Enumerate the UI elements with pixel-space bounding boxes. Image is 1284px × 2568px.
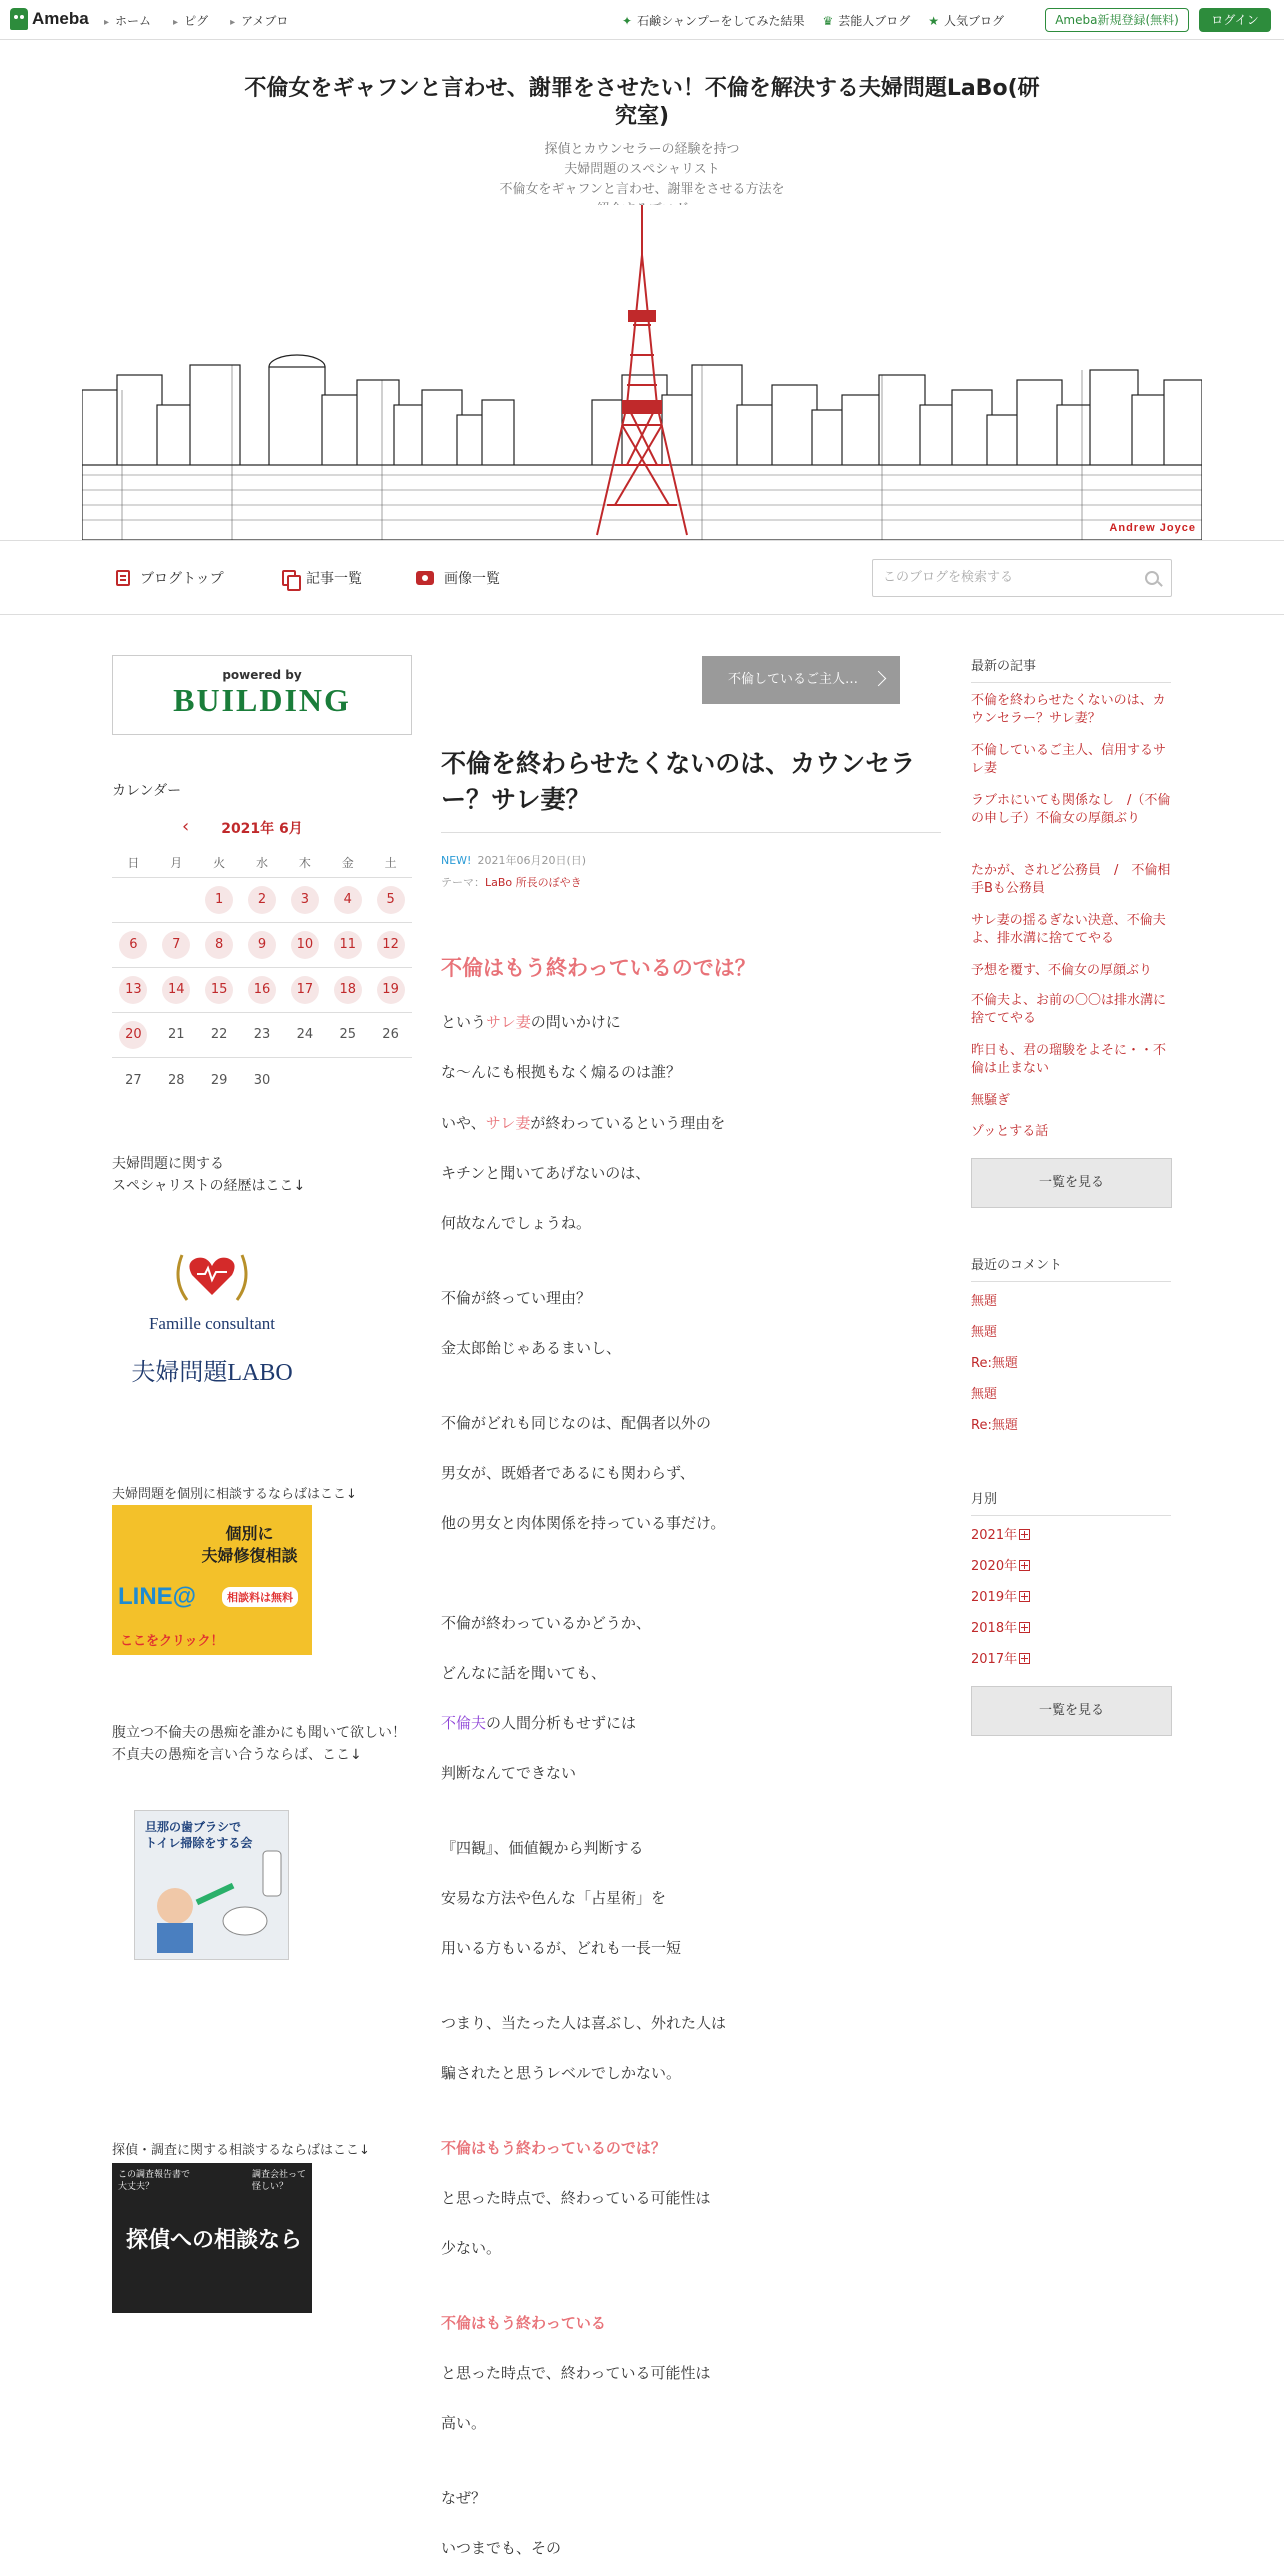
- entry-paragraph: 安易な方法や色んな「占星術」を: [441, 1889, 667, 1907]
- calendar-cell: [198, 976, 241, 1004]
- entry-paragraph: な〜んにも根拠もなく煽るのは誰？: [441, 1063, 682, 1081]
- calendar-week-row: [112, 968, 412, 1013]
- calendar-weekday: 火: [213, 856, 226, 870]
- calendar-day: 30: [253, 1072, 271, 1088]
- building-logo-text: BUILDING: [173, 682, 351, 718]
- famille-label: Famille consultant: [148, 1314, 276, 1333]
- calendar-grid: [112, 848, 412, 1103]
- calendar-day: 29: [210, 1072, 228, 1088]
- calendar-day-link[interactable]: 9: [248, 931, 276, 959]
- entry-paragraph: 不倫が終わっているかどうか、: [441, 1614, 651, 1632]
- expand-plus-icon[interactable]: [1019, 1529, 1030, 1540]
- blog-search-input[interactable]: [872, 559, 1172, 597]
- recent-articles-heading: 最新の記事: [971, 655, 1171, 683]
- labo-label: 夫婦問題LABO: [131, 1360, 293, 1386]
- city-tower-illustration: [82, 205, 1202, 540]
- navbar-blog-top[interactable]: [116, 568, 224, 588]
- calendar-week-row: [112, 1013, 412, 1058]
- line-banner-headline: [192, 1523, 307, 1567]
- promo-link-popular[interactable]: [928, 12, 1004, 29]
- calendar-cell: [241, 1021, 284, 1049]
- star-icon: ★: [928, 13, 940, 28]
- recent-article-link[interactable]: ゾッとする話: [971, 1124, 1049, 1139]
- calendar-day: 25: [339, 1027, 356, 1042]
- entry-title[interactable]: 不倫を終わらせたくないのは、カウンセラー？サレ妻？: [441, 749, 916, 814]
- nav-pigg-link[interactable]: ▸ ピグ: [173, 12, 208, 29]
- calendar-day-link[interactable]: 17: [291, 976, 319, 1004]
- entry-heading: 不倫はもう終わっているのでは？: [441, 956, 756, 980]
- line-label: LINE@: [118, 1583, 197, 1610]
- entry-paragraph: 不倫が終ってい理由？: [441, 1289, 592, 1307]
- comment-link[interactable]: Re:無題: [971, 1418, 1018, 1433]
- ameba-logo-icon: [10, 8, 28, 30]
- detective-consult-banner[interactable]: [112, 2163, 312, 2313]
- calendar-day-link[interactable]: 10: [291, 931, 319, 959]
- entry-paragraph: と思った時点で、終わっている可能性は: [441, 2189, 711, 2207]
- recent-article-link[interactable]: たかが、されど公務員 / 不倫相手Bも公務員: [971, 863, 1171, 896]
- calendar-day-link[interactable]: 4: [334, 886, 362, 914]
- calendar-cell: [155, 1021, 198, 1049]
- calendar-day: 24: [296, 1027, 314, 1042]
- profile-intro-text: [112, 1153, 305, 1197]
- theme-link[interactable]: LaBo 所長のぼやき: [485, 876, 582, 889]
- vent-text-line: 腹立つ不倫夫の愚痴を誰かにも聞いて欲しい！: [112, 1725, 406, 1741]
- calendar-cell: [326, 886, 369, 914]
- calendar-cell: [112, 1021, 155, 1049]
- text-run: の問いかけに: [530, 1013, 621, 1031]
- promo-link-label: 人気ブログ: [944, 14, 1005, 28]
- calendar-heading: カレンダー: [112, 783, 182, 799]
- calendar-day-link[interactable]: 1: [205, 886, 233, 914]
- detective-text: 探偵・調査に関する相談するならばはここ↓: [112, 2143, 370, 2158]
- archive-year-label: 2017年: [971, 1652, 1018, 1667]
- highlight-text: サレ妻: [486, 1013, 531, 1031]
- calendar-cell: [369, 1021, 412, 1049]
- promo-link-label: 芸能人ブログ: [838, 14, 911, 28]
- nav-ameblo-link[interactable]: ▸ アメブロ: [230, 12, 288, 29]
- calendar-cell: [241, 931, 284, 959]
- promo-link-shampoo[interactable]: [622, 12, 804, 29]
- line-consult-banner[interactable]: [112, 1505, 312, 1655]
- calendar-cell: [326, 1021, 369, 1049]
- recent-article-link[interactable]: 無騒ぎ: [971, 1093, 1011, 1108]
- click-label: ここをクリック！: [120, 1634, 224, 1649]
- calendar-weekday: 月: [170, 856, 183, 870]
- calendar-weekday: 土: [384, 856, 397, 870]
- entry-date: 2021年06月20日(日): [477, 854, 587, 867]
- calendar-day-link[interactable]: 14: [162, 976, 190, 1004]
- entry-paragraph: 高い。: [441, 2414, 487, 2432]
- blog-description-line: 夫婦問題のスペシャリスト: [564, 162, 720, 177]
- calendar-weekday: 金: [341, 856, 354, 870]
- expand-plus-icon[interactable]: [1019, 1622, 1030, 1633]
- calendar-day-link[interactable]: 13: [119, 976, 147, 1004]
- entry-paragraph: 何故なんでしょうね。: [441, 1214, 592, 1232]
- entry-subheading: 不倫はもう終わっている: [441, 2314, 606, 2332]
- recent-article-link[interactable]: 不倫夫よ、お前の〇〇は排水溝に捨ててやる: [971, 993, 1167, 1026]
- entry-paragraph: 男女が、既婚者であるにも関わらず、: [441, 1464, 695, 1482]
- recent-articles-list-button[interactable]: 一覧を見る: [971, 1158, 1172, 1208]
- calendar-month-label: 2021年 6月: [221, 821, 303, 837]
- crown-icon: ♛: [822, 13, 834, 28]
- text-run: いや、: [441, 1114, 486, 1132]
- calendar-day-link[interactable]: 12: [377, 931, 405, 959]
- top-promo-links: [622, 12, 1004, 29]
- calendar-cell: [326, 976, 369, 1004]
- calendar-cell: [198, 931, 241, 959]
- calendar-cell: [326, 931, 369, 959]
- line-banner-headline-line: 夫婦修復相談: [201, 1546, 298, 1565]
- free-badge: 相談料は無料: [222, 1587, 298, 1607]
- calendar-day: 23: [253, 1027, 271, 1042]
- calendar-week-row: [112, 923, 412, 968]
- powered-by-label: powered by: [222, 668, 302, 682]
- entry-paragraph: 不倫がどれも同じなのは、配偶者以外の: [441, 1414, 712, 1432]
- comment-link[interactable]: 無題: [971, 1325, 998, 1340]
- entry-paragraph: 他の男女と肉体関係を持っている事だけ。: [441, 1514, 726, 1532]
- archive-year-2017[interactable]: [971, 1651, 1176, 1669]
- comment-link[interactable]: 無題: [971, 1387, 998, 1402]
- navbar-label: 記事一覧: [306, 571, 362, 587]
- recent-article-link[interactable]: ラブホにいても関係なし /（不倫の申し子）不倫女の厚顔ぶり: [971, 793, 1171, 826]
- highlight-text: サレ妻: [485, 1114, 531, 1132]
- entry-paragraph: と思った時点で、終わっている可能性は: [441, 2364, 711, 2382]
- entry-paragraph: 少ない。: [441, 2239, 502, 2257]
- login-button[interactable]: ログイン: [1199, 8, 1271, 32]
- entry-paragraph: 金太郎飴じゃあるまいし、: [441, 1339, 622, 1357]
- expand-plus-icon[interactable]: [1019, 1653, 1030, 1664]
- calendar-cell: [198, 1067, 241, 1095]
- copy-icon: [282, 570, 296, 586]
- calendar-cell: [112, 1067, 155, 1095]
- detective-banner-top-right: [252, 2169, 306, 2193]
- calendar-cell: [283, 886, 326, 914]
- detective-banner-top-left: [118, 2169, 190, 2193]
- banner-credit: Andrew Joyce: [1109, 522, 1196, 534]
- detective-banner-line: 大丈夫？: [118, 2182, 155, 2192]
- calendar-cell: [241, 1067, 284, 1095]
- calendar-day-link[interactable]: 15: [205, 976, 233, 1004]
- calendar-day: 28: [168, 1072, 185, 1088]
- entry-paragraph: [441, 1011, 621, 1032]
- calendar-day-link[interactable]: 11: [334, 931, 362, 959]
- promo-link-celebrity[interactable]: [822, 12, 910, 29]
- powered-by-building-banner[interactable]: [112, 655, 412, 735]
- archive-year-label: 2018年: [971, 1621, 1018, 1636]
- calendar-weekday: 水: [256, 856, 269, 870]
- sparkle-icon: ✦: [622, 13, 633, 28]
- navbar-label: 画像一覧: [444, 571, 500, 587]
- chevron-left-icon[interactable]: ‹: [182, 816, 190, 837]
- comment-link[interactable]: Re:無題: [971, 1356, 1018, 1371]
- header-banner-image: [82, 205, 1202, 540]
- profile-text-line: スペシャリストの経歴はここ↓: [112, 1178, 306, 1194]
- calendar-month-nav: [112, 818, 412, 838]
- top-nav: [104, 12, 288, 29]
- entry-paragraph: なぜ？: [441, 2489, 487, 2507]
- calendar-cell: [241, 886, 284, 914]
- toilet-banner-line: 旦那の歯ブラシで: [145, 1820, 242, 1834]
- calendar-cell: [283, 931, 326, 959]
- calendar-day-link[interactable]: 5: [377, 886, 405, 914]
- top-bar: [0, 0, 1284, 40]
- calendar-cell: [198, 886, 241, 914]
- archive-year-label: 2021年: [971, 1528, 1018, 1543]
- calendar-cell: [369, 931, 412, 959]
- recent-article-link[interactable]: 不倫しているご主人、信用するサレ妻: [971, 743, 1167, 776]
- detective-banner-main: 探偵への相談なら: [126, 2228, 303, 2253]
- recent-article-link[interactable]: 予想を覆す、不倫女の厚顔ぶり: [971, 963, 1152, 978]
- document-icon: [116, 570, 130, 586]
- recent-comments-heading: 最近のコメント: [971, 1254, 1171, 1282]
- calendar-day-link[interactable]: 16: [248, 976, 276, 1004]
- calendar-weekday: 日: [127, 856, 140, 870]
- archive-year-2019[interactable]: [971, 1589, 1176, 1607]
- blog-title[interactable]: 不倫女をギャフンと言わせ、謝罪をさせたい！不倫を解決する夫婦問題LaBo(研究室): [244, 76, 1040, 129]
- calendar-day: 22: [210, 1027, 228, 1042]
- calendar-cell: [369, 886, 412, 914]
- calendar-day: 27: [125, 1072, 142, 1088]
- calendar-cell: [241, 976, 284, 1004]
- entry-title-divider: [441, 832, 941, 833]
- toilet-illustration: [135, 1811, 289, 1960]
- calendar-cell: [112, 931, 155, 959]
- calendar-cell: [112, 976, 155, 1004]
- toilet-club-banner[interactable]: [134, 1810, 289, 1960]
- camera-icon: [416, 571, 434, 585]
- heart-laurel-icon: [167, 1240, 257, 1310]
- calendar-weekday-row: [112, 848, 412, 878]
- calendar-day-link[interactable]: 3: [291, 886, 319, 914]
- archive-year-label: 2019年: [971, 1590, 1018, 1605]
- comment-link[interactable]: 無題: [971, 1294, 998, 1309]
- ameba-logo[interactable]: [10, 8, 89, 30]
- navbar-image-list[interactable]: [416, 568, 500, 588]
- entry-paragraph: つまり、当たった人は喜ぶし、外れた人は: [441, 2014, 727, 2032]
- expand-plus-icon[interactable]: [1019, 1591, 1030, 1602]
- profile-text-line: 夫婦問題に関する: [112, 1156, 224, 1172]
- entry-subheading: 不倫はもう終わっているのでは？: [441, 2139, 666, 2157]
- text-run: の人間分析もせずには: [486, 1714, 637, 1732]
- famille-consultant-logo[interactable]: [112, 1220, 312, 1400]
- calendar-cell: [283, 1021, 326, 1049]
- calendar-day-link[interactable]: 2: [248, 886, 276, 914]
- reader-next-article-button[interactable]: 不倫しているご主人…: [702, 656, 900, 704]
- vent-text-line: 不貞夫の愚痴を言い合うならば、ここ↓: [112, 1747, 362, 1763]
- search-placeholder: このブログを検索する: [883, 570, 1014, 585]
- archive-year-label: 2020年: [971, 1559, 1018, 1574]
- new-badge: NEW!: [441, 854, 472, 867]
- monthly-archive-heading: 月別: [971, 1488, 1171, 1516]
- entry-paragraph: どんなに話を聞いても、: [441, 1664, 607, 1682]
- entry-paragraph: キチンと聞いてあげないのは、: [441, 1164, 651, 1182]
- navbar-article-list[interactable]: [282, 568, 362, 588]
- archive-year-2021[interactable]: [971, 1527, 1176, 1545]
- archive-year-2018[interactable]: [971, 1620, 1176, 1638]
- vent-text: [112, 1722, 406, 1766]
- calendar-day: 21: [168, 1027, 185, 1042]
- calendar-day-link[interactable]: 6: [119, 931, 147, 959]
- entry-paragraph: [441, 1112, 725, 1133]
- monthly-archive-list-button[interactable]: 一覧を見る: [971, 1686, 1172, 1736]
- calendar-day-link[interactable]: 18: [334, 976, 362, 1004]
- blog-description-line: 探偵とカウンセラーの経験を持つ: [544, 142, 740, 157]
- calendar-cell: [155, 931, 198, 959]
- calendar-day-link[interactable]: 7: [162, 931, 190, 959]
- calendar-cell: [283, 976, 326, 1004]
- detective-banner-line: 怪しい？: [251, 2182, 288, 2192]
- calendar-cell: [155, 976, 198, 1004]
- ameba-logo-text: Ameba: [32, 9, 89, 28]
- calendar-day: 26: [382, 1027, 399, 1042]
- calendar-cell: [155, 1067, 198, 1095]
- entry-paragraph: [441, 1712, 636, 1733]
- toilet-banner-line: トイレ掃除をする会: [145, 1836, 253, 1850]
- promo-link-label: 石鹸シャンプーをしてみた結果: [637, 14, 805, 28]
- entry-meta: [441, 850, 586, 894]
- entry-paragraph: 判断なんてできない: [441, 1764, 577, 1782]
- calendar-week-row: [112, 1058, 412, 1103]
- blog-navbar: [0, 540, 1284, 615]
- theme-label: テーマ：: [441, 876, 485, 889]
- calendar-day-link[interactable]: 8: [205, 931, 233, 959]
- expand-plus-icon[interactable]: [1019, 1560, 1030, 1571]
- entry-paragraph: 『四観』、価値観から判断する: [441, 1839, 644, 1857]
- archive-year-2020[interactable]: [971, 1558, 1176, 1576]
- detective-banner-line: 調査会社って: [251, 2170, 306, 2180]
- calendar-cell: [369, 976, 412, 1004]
- entry-paragraph: いつまでも、その: [441, 2539, 562, 2557]
- entry-paragraph: 用いる方もいるが、どれも一長一短: [441, 1939, 682, 1957]
- text-run: という: [441, 1013, 487, 1031]
- signup-button[interactable]: Ameba新規登録(無料): [1045, 8, 1189, 32]
- search-icon[interactable]: [1145, 571, 1159, 585]
- consult-text: 夫婦問題を個別に相談するならばはここ↓: [112, 1487, 357, 1502]
- highlight-text: 不倫夫: [441, 1714, 487, 1732]
- line-banner-headline-line: 個別に: [225, 1524, 274, 1543]
- nav-home-link[interactable]: ▸ ホーム: [104, 12, 151, 29]
- text-run: が終わっているという理由を: [530, 1114, 726, 1132]
- recent-article-link[interactable]: サレ妻の揺るぎない決意、不倫夫よ、排水溝に捨ててやる: [971, 913, 1166, 946]
- detective-banner-line: この調査報告書で: [118, 2170, 191, 2180]
- navbar-label: ブログトップ: [140, 571, 224, 587]
- blog-description-line: 不倫女をギャフンと言わせ、謝罪をさせる方法を: [499, 182, 785, 197]
- calendar-weekday: 木: [298, 856, 311, 870]
- calendar-day-link[interactable]: 20: [119, 1021, 147, 1049]
- calendar-cell: [198, 1021, 241, 1049]
- calendar-week-row: [112, 878, 412, 923]
- calendar-day-link[interactable]: 19: [377, 976, 405, 1004]
- recent-article-link[interactable]: 不倫を終わらせたくないのは、カウンセラー？サレ妻？: [971, 693, 1166, 726]
- entry-paragraph: 騙されたと思うレベルでしかない。: [441, 2064, 682, 2082]
- recent-article-link[interactable]: 昨日も、君の瑠駿をよそに・・不倫は止まない: [971, 1043, 1167, 1076]
